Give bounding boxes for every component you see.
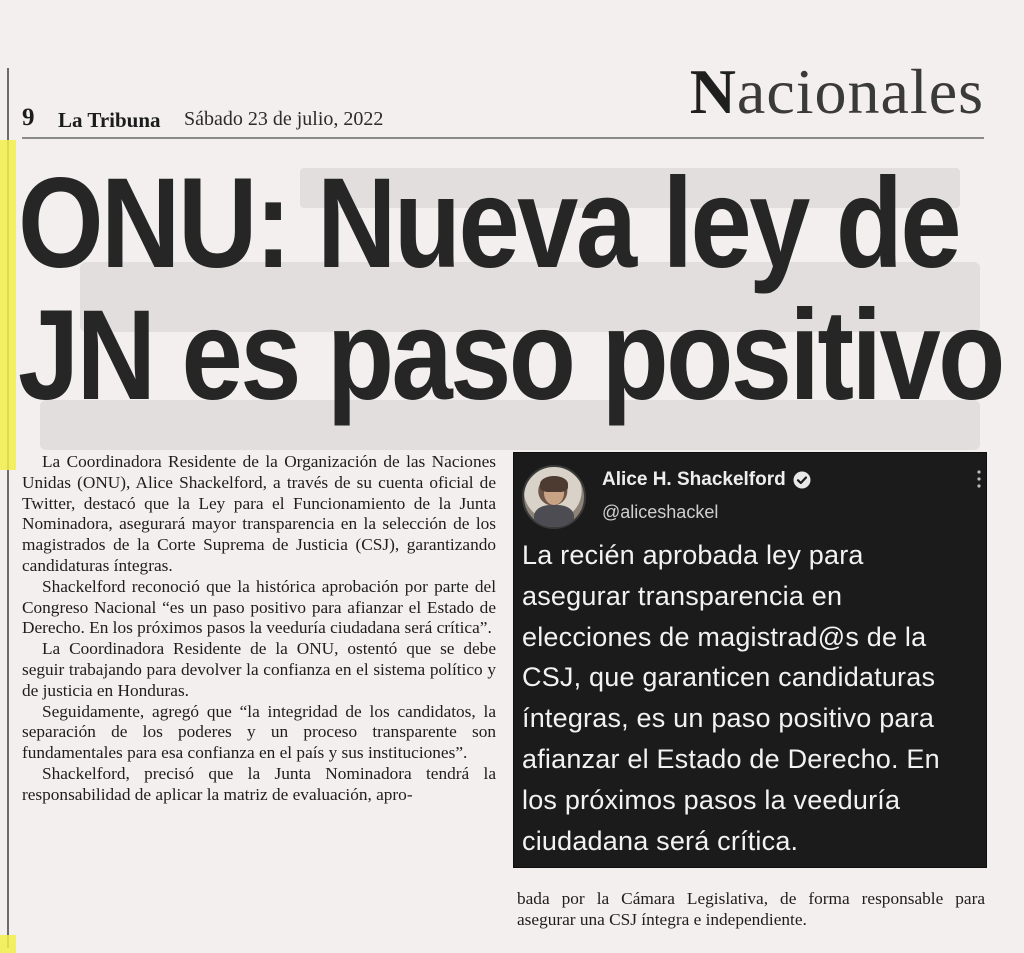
header-divider bbox=[22, 137, 984, 139]
article-paragraph: Shackelford, precisó que la Junta Nominadora tendrá la responsabilidad de aplicar la matriz de evaluación, apro- bbox=[22, 763, 496, 804]
article-body bbox=[22, 452, 496, 806]
tweet-text-line: afianzar el Estado de Derecho. En bbox=[522, 743, 940, 774]
highlighter-mark-bottom bbox=[0, 935, 16, 953]
issue-date: Sábado 23 de julio, 2022 bbox=[184, 108, 384, 130]
avatar bbox=[522, 465, 586, 529]
article-paragraph: Seguidamente, agregó que “la integridad de los candidatos, la separación de los poderes y un proceso transparente son fundamentales para esa confianza en el país y sus instituciones”. bbox=[22, 701, 496, 763]
article-paragraph: La Coordinadora Residente de la Organización de las Naciones Unidas (ONU), Alice Shackelford, a través de su cuenta oficial de Twitter, destacó que la Ley para el Funcionamiento de la Junta Nominadora, asegurará mayor transparencia en la selección de los magistrados de la Corte Suprema de Justicia (CSJ), garantizando candidaturas íntegras. bbox=[22, 452, 496, 575]
headline-line-2: JN es paso positivo bbox=[18, 284, 1003, 427]
page-header bbox=[22, 56, 986, 140]
section-title bbox=[689, 56, 984, 127]
article-headline bbox=[18, 152, 1003, 427]
tweet-text-line: los próximos pasos la veeduría bbox=[522, 784, 901, 815]
avatar-hair-shape bbox=[540, 476, 568, 492]
avatar-body-shape bbox=[534, 505, 574, 529]
tweet-text-line: ciudadana será crítica. bbox=[522, 825, 799, 856]
page-number: 9 bbox=[22, 104, 35, 131]
article-paragraph-continued: bada por la Cámara Legislativa, de forma responsable para asegurar una CSJ íntegra e independiente. bbox=[517, 889, 985, 929]
highlighter-mark bbox=[0, 140, 16, 470]
tweet-author-name bbox=[602, 469, 811, 491]
section-title-initial: N bbox=[689, 56, 737, 127]
tweet-text-line: La recién aprobada ley para bbox=[522, 540, 864, 570]
embedded-tweet bbox=[513, 452, 987, 868]
article-paragraph: La Coordinadora Residente de la ONU, ostentó que se debe seguir trabajando para devolver la confianza en el sistema político y de justicia en Honduras. bbox=[22, 639, 496, 700]
tweet-author-handle: @aliceshackel bbox=[602, 502, 719, 522]
tweet-text-line: asegurar transparencia en bbox=[522, 580, 843, 611]
article-continuation bbox=[517, 889, 985, 931]
tweet-text-line: CSJ, que garanticen candidaturas bbox=[522, 662, 936, 693]
tweet-text-line: elecciones de magistrad@s de la bbox=[522, 621, 927, 652]
section-title-rest: acionales bbox=[736, 56, 984, 127]
verified-check-icon bbox=[793, 471, 811, 489]
newspaper-name: La Tribuna bbox=[58, 108, 161, 132]
tweet-text bbox=[522, 535, 984, 861]
tweet-author-name-text: Alice H. Shackelford bbox=[602, 469, 786, 490]
headline-line-1: ONU: Nueva ley de bbox=[18, 152, 960, 295]
tweet-text-line: íntegras, es un paso positivo para bbox=[522, 703, 935, 734]
more-vertical-icon bbox=[977, 469, 981, 489]
article-paragraph: Shackelford reconoció que la histórica aprobación por parte del Congreso Nacional “es un paso positivo para afianzar el Estado de Derecho. En los próximos pasos la veeduría ciudadana será crítica”. bbox=[22, 576, 496, 638]
